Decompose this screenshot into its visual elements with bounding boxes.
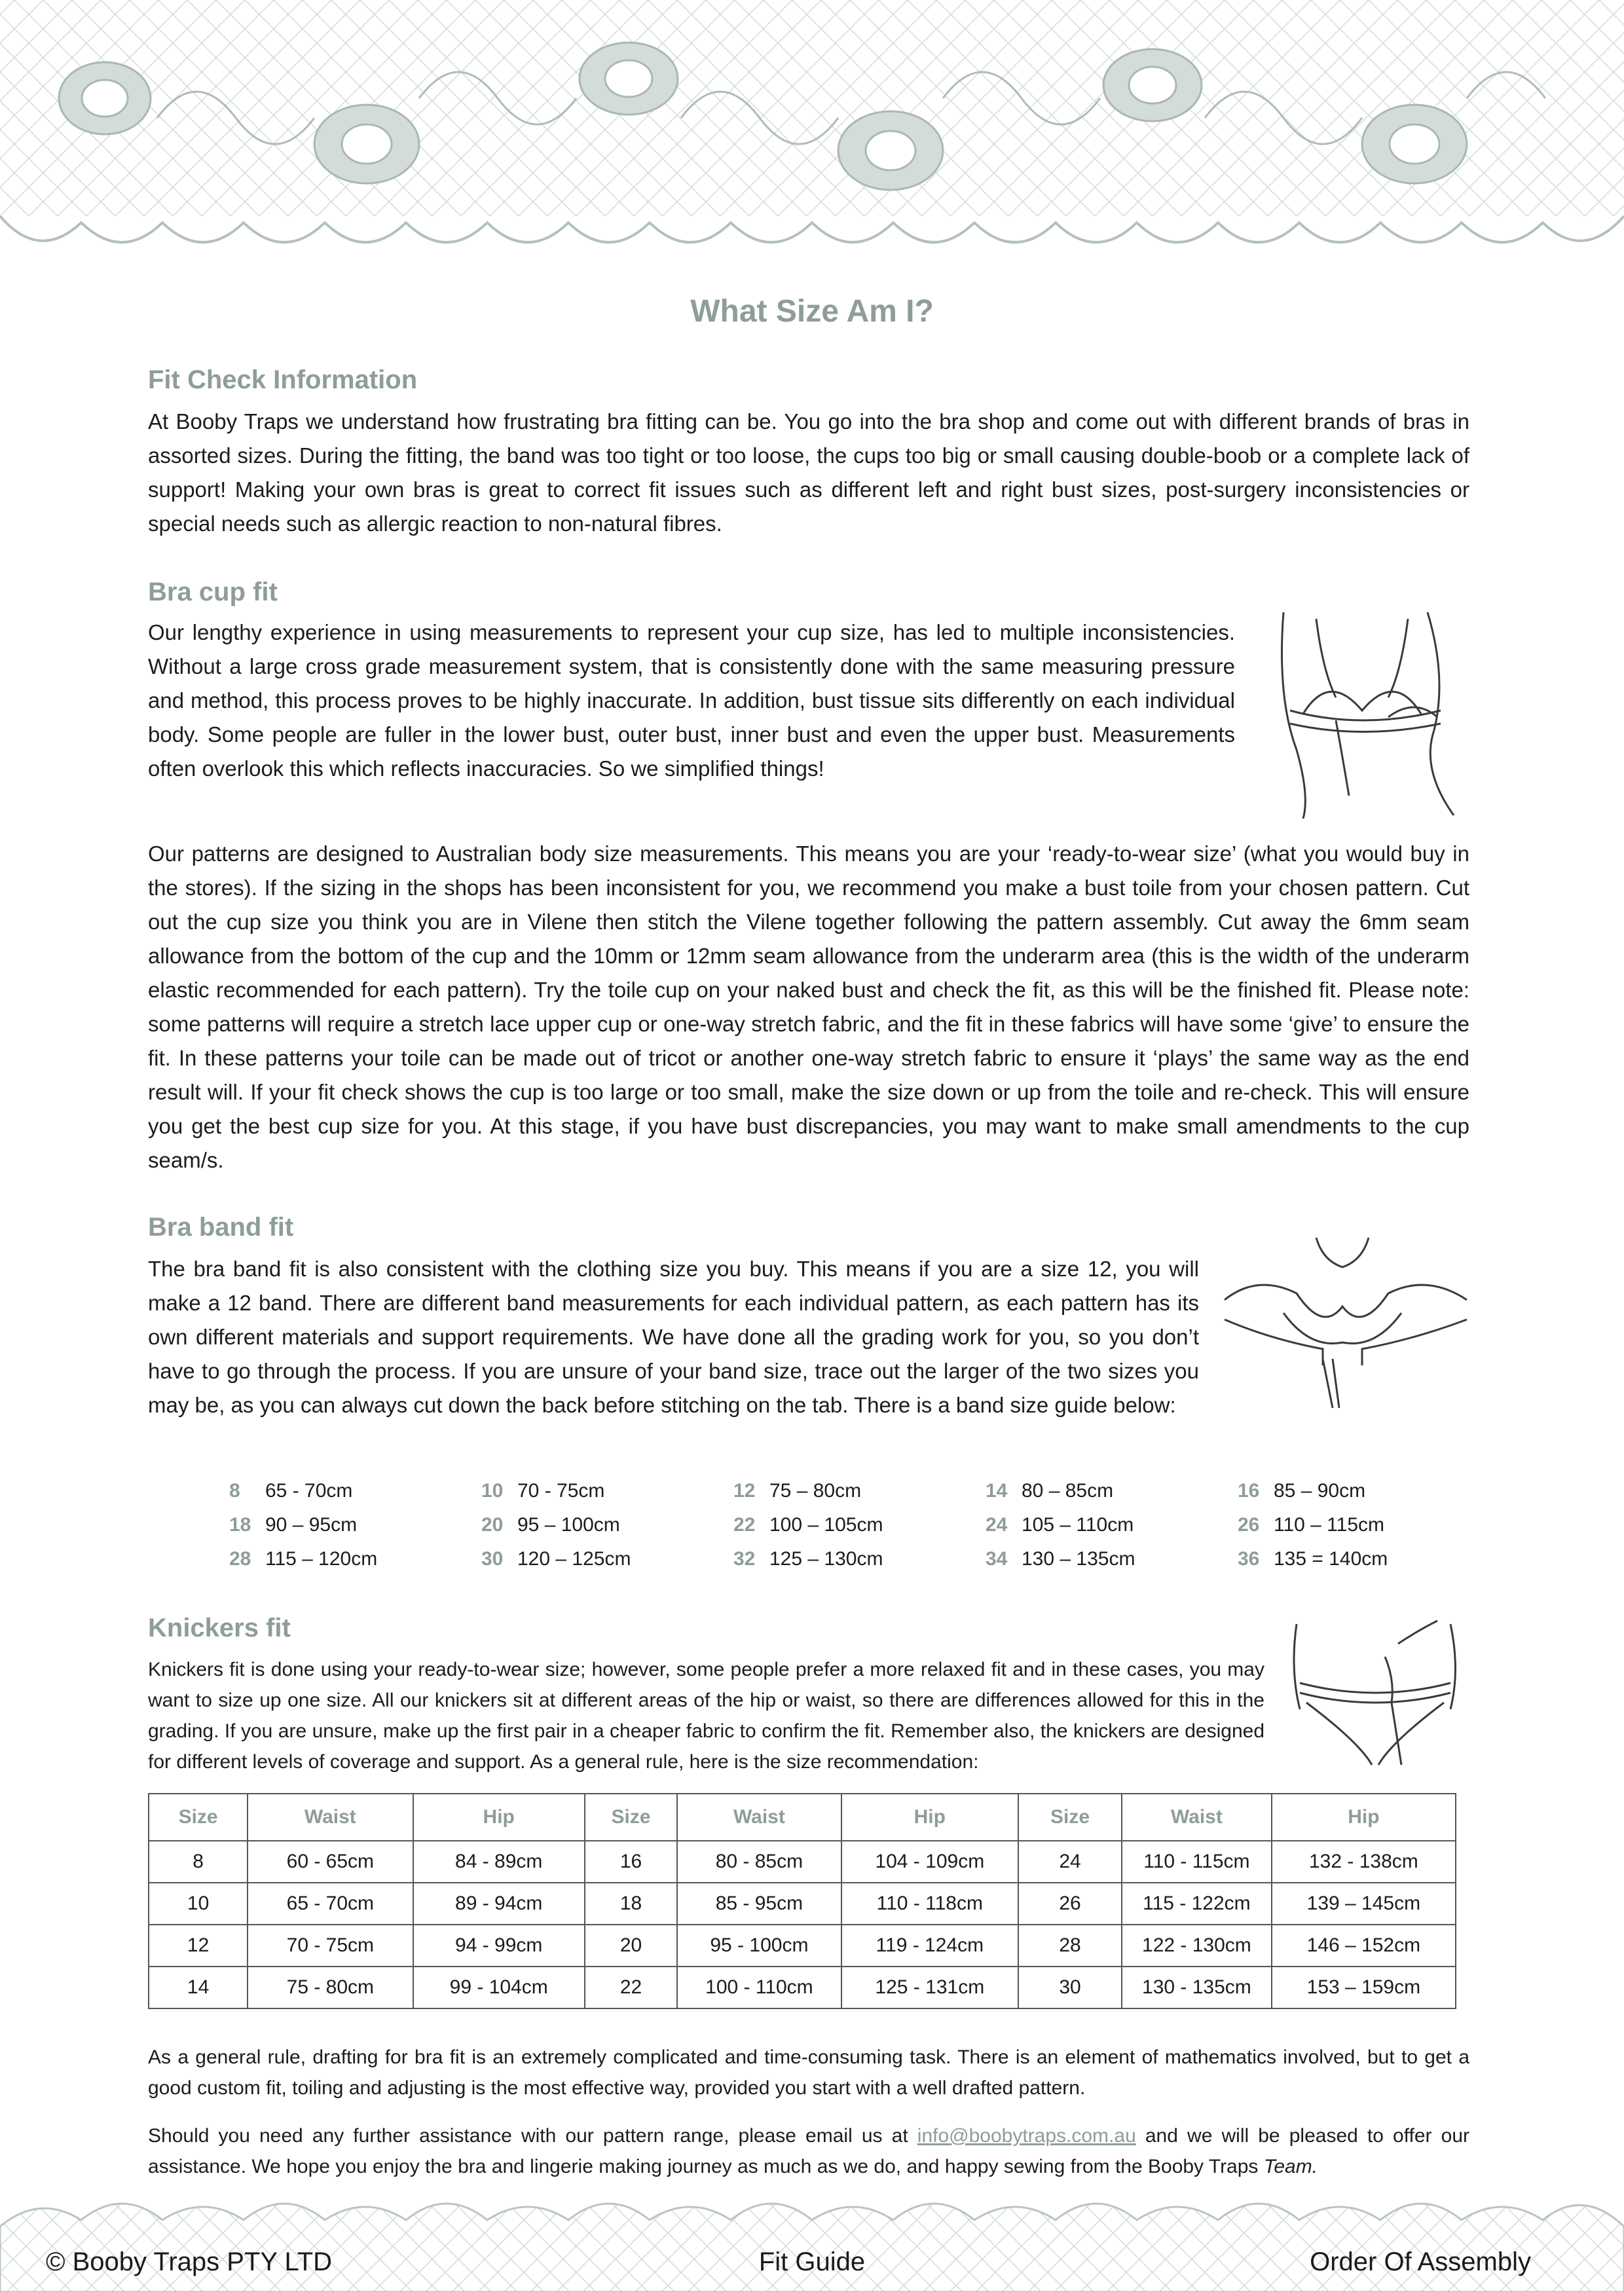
lace-header-decoration xyxy=(0,0,1624,262)
column-header: Waist xyxy=(248,1794,413,1841)
band-size-range: 90 – 95cm xyxy=(265,1514,358,1536)
table-row xyxy=(149,1883,1456,1925)
column-header: Size xyxy=(585,1794,677,1841)
band-size-number: 34 xyxy=(986,1548,1008,1570)
table-cell: 8 xyxy=(149,1841,248,1883)
band-size-number: 12 xyxy=(733,1480,756,1502)
band-size-number: 8 xyxy=(229,1480,240,1502)
hip-measuring-illustration xyxy=(1287,1617,1464,1768)
band-fit-heading: Bra band fit xyxy=(148,1213,294,1242)
band-size-item xyxy=(1238,1510,1490,1540)
band-size-number: 14 xyxy=(986,1480,1008,1502)
table-cell: 84 - 89cm xyxy=(413,1841,585,1883)
column-header: Waist xyxy=(677,1794,841,1841)
band-size-number: 20 xyxy=(481,1514,504,1536)
band-size-item xyxy=(986,1544,1238,1574)
table-cell: 22 xyxy=(585,1967,677,2008)
column-header: Size xyxy=(1018,1794,1122,1841)
band-size-item xyxy=(229,1544,481,1574)
band-size-number: 18 xyxy=(229,1514,251,1536)
band-size-range: 65 - 70cm xyxy=(265,1480,353,1502)
band-size-item xyxy=(481,1476,733,1506)
table-cell: 89 - 94cm xyxy=(413,1883,585,1925)
table-cell: 70 - 75cm xyxy=(248,1925,413,1967)
band-measuring-illustration xyxy=(1218,1234,1473,1411)
band-size-range: 95 – 100cm xyxy=(517,1514,620,1536)
table-cell: 24 xyxy=(1018,1841,1122,1883)
table-cell: 75 - 80cm xyxy=(248,1967,413,2008)
closing-paragraph-1: As a general rule, drafting for bra fit is an extremely complicated and time-consuming task. There is an element of mathematics involved, but to get a good custom fit, toiling and adjusting is the most effective way, provided you start with a well drafted pattern. xyxy=(148,2046,1469,2099)
table-row xyxy=(149,1925,1456,1967)
table-cell: 94 - 99cm xyxy=(413,1925,585,1967)
band-size-range: 85 – 90cm xyxy=(1274,1480,1366,1502)
band-size-item xyxy=(986,1476,1238,1506)
column-header: Hip xyxy=(413,1794,585,1841)
table-cell: 12 xyxy=(149,1925,248,1967)
band-size-item xyxy=(1238,1476,1490,1506)
band-size-number: 22 xyxy=(733,1514,756,1536)
column-header: Waist xyxy=(1122,1794,1272,1841)
column-header: Hip xyxy=(1272,1794,1456,1841)
band-size-number: 28 xyxy=(229,1548,251,1570)
table-cell: 80 - 85cm xyxy=(677,1841,841,1883)
page-title: What Size Am I? xyxy=(690,294,934,329)
table-cell: 26 xyxy=(1018,1883,1122,1925)
band-size-range: 120 – 125cm xyxy=(517,1548,631,1570)
bust-measuring-illustration xyxy=(1257,599,1473,822)
table-cell: 28 xyxy=(1018,1925,1122,1967)
table-cell: 95 - 100cm xyxy=(677,1925,841,1967)
band-size-item xyxy=(1238,1544,1490,1574)
closing-team-word: Team. xyxy=(1263,2156,1318,2177)
table-cell: 153 – 159cm xyxy=(1272,1967,1456,2008)
fit-check-paragraph: At Booby Traps we understand how frustrating bra fitting can be. You go into the bra shop and come out with different brands of bras in assorted sizes. During the fitting, the band was too tight or too loose, the cups too big or small causing double-boob or a complete lack of support! Making your own bras is great to correct fit issues such as different left and right bust sizes, post-surgery inconsistencies or special needs such as allergic reaction to non-natural fibres. xyxy=(148,409,1469,536)
band-size-number: 10 xyxy=(481,1480,504,1502)
band-size-number: 36 xyxy=(1238,1548,1260,1570)
column-header: Hip xyxy=(841,1794,1018,1841)
cup-fit-paragraph-1: Our lengthy experience in using measurements to represent your cup size, has led to multiple inconsistencies. Without a large cross grade measurement system, that is consistently done with the same measuring pressure and method, this process proves to be highly inaccurate. In addition, bust tissue sits differently on each individual body. Some people are fuller in the lower bust, outer bust, inner bust and even the upper bust. Measurements often overlook this which reflects inaccuracies. So we simplified things! xyxy=(148,620,1235,781)
cup-fit-heading: Bra cup fit xyxy=(148,578,278,606)
band-size-range: 80 – 85cm xyxy=(1022,1480,1114,1502)
band-size-range: 135 = 140cm xyxy=(1274,1548,1388,1570)
band-size-item xyxy=(733,1544,986,1574)
band-size-range: 75 – 80cm xyxy=(769,1480,862,1502)
table-row xyxy=(149,1841,1456,1883)
table-cell: 110 - 118cm xyxy=(841,1883,1018,1925)
table-cell: 146 – 152cm xyxy=(1272,1925,1456,1967)
knickers-fit-heading: Knickers fit xyxy=(148,1614,291,1642)
band-size-item xyxy=(733,1476,986,1506)
table-cell: 30 xyxy=(1018,1967,1122,2008)
table-cell: 115 - 122cm xyxy=(1122,1883,1272,1925)
column-header: Size xyxy=(149,1794,248,1841)
band-fit-paragraph: The bra band fit is also consistent with the clothing size you buy. This means if you are a size 12, you will make a 12 band. There are different band measurements for each individual pattern, as each pattern has its own different materials and support requirements. We have done all the grading work for you, so you don’t have to go through the process. If you are unsure of your band size, trace out the larger of the two sizes you may be, as you can always cut down the back before stitching on the tab. There is a band size guide below: xyxy=(148,1257,1199,1417)
band-size-range: 70 - 75cm xyxy=(517,1480,605,1502)
cup-fit-paragraph-2: Our patterns are designed to Australian body size measurements. This means you are your ‘ready-to-wear size’ (what you would buy in the stores). If the sizing in the shops has been inconsistent for you, we recommend you make a bust toile from your chosen pattern. Cut out the cup size you think you are in Vilene then stitch the Vilene together following the pattern assembly. Cut away the 6mm seam allowance from the bottom of the cup and the 10mm or 12mm seam allowance from the underarm area (this is the width of the underarm elastic recommended for each pattern). Try the toile cup on your naked bust and check the fit, as this will be the finished fit. Please note: some patterns will require a stretch lace upper cup or one-way stretch fabric, and the fit in these fabrics will have some ‘give’ to ensure the fit. In these patterns your toile can be made out of tricot or another one-way stretch fabric to ensure it ‘plays’ the same way as the end result will. If your fit check shows the cup is too large or too small, make the size down or up from the toile and re-check. This will ensure you get the best cup size for you. At this stage, if you have bust discrepancies, you may want to make small amendments to the cup seam/s. xyxy=(148,841,1469,1172)
table-cell: 65 - 70cm xyxy=(248,1883,413,1925)
table-cell: 85 - 95cm xyxy=(677,1883,841,1925)
band-size-range: 125 – 130cm xyxy=(769,1548,883,1570)
band-size-item xyxy=(733,1510,986,1540)
table-cell: 60 - 65cm xyxy=(248,1841,413,1883)
table-cell: 139 – 145cm xyxy=(1272,1883,1456,1925)
band-size-guide xyxy=(229,1476,1473,1574)
table-cell: 16 xyxy=(585,1841,677,1883)
band-size-item xyxy=(481,1510,733,1540)
closing-text-before-email: Should you need any further assistance with our pattern range, please email us at xyxy=(148,2125,917,2147)
contact-email-link[interactable]: info@boobytraps.com.au xyxy=(917,2125,1136,2147)
band-size-number: 16 xyxy=(1238,1480,1260,1502)
band-size-range: 130 – 135cm xyxy=(1022,1548,1135,1570)
table-cell: 130 - 135cm xyxy=(1122,1967,1272,2008)
table-cell: 119 - 124cm xyxy=(841,1925,1018,1967)
table-cell: 20 xyxy=(585,1925,677,1967)
table-cell: 99 - 104cm xyxy=(413,1967,585,2008)
closing-text-after-email: and we will be pleased to offer our assistance. We hope you enjoy the bra and lingerie making journey as much as we do, and happy sewing from the Booby Traps xyxy=(148,2125,1469,2177)
closing-paragraph-2 xyxy=(148,2120,1469,2182)
table-cell: 18 xyxy=(585,1883,677,1925)
knickers-size-table xyxy=(148,1793,1456,2009)
fit-check-heading: Fit Check Information xyxy=(148,365,418,394)
footer-copyright: © Booby Traps PTY LTD xyxy=(46,2247,333,2276)
table-header-row xyxy=(149,1794,1456,1841)
table-cell: 122 - 130cm xyxy=(1122,1925,1272,1967)
knickers-fit-paragraph: Knickers fit is done using your ready-to-wear size; however, some people prefer a more relaxed fit and in these cases, you may want to size up one size. All our knickers sit at different areas of the hip or waist, so there are differences allowed for this in the grading. If you are unsure, make up the first pair in a cheaper fabric to confirm the fit. Remember also, the knickers are designed for different levels of coverage and support. As a general rule, here is the size recommendation: xyxy=(148,1659,1264,1773)
band-size-item xyxy=(986,1510,1238,1540)
band-size-number: 26 xyxy=(1238,1514,1260,1536)
band-size-item xyxy=(229,1510,481,1540)
table-cell: 14 xyxy=(149,1967,248,2008)
band-size-range: 110 – 115cm xyxy=(1274,1514,1384,1536)
table-cell: 100 - 110cm xyxy=(677,1967,841,2008)
band-size-number: 24 xyxy=(986,1514,1008,1536)
band-size-range: 100 – 105cm xyxy=(769,1514,883,1536)
band-size-number: 30 xyxy=(481,1548,504,1570)
table-cell: 104 - 109cm xyxy=(841,1841,1018,1883)
band-size-number: 32 xyxy=(733,1548,756,1570)
band-size-item xyxy=(229,1476,481,1506)
band-size-range: 115 – 120cm xyxy=(265,1548,378,1570)
band-size-range: 105 – 110cm xyxy=(1022,1514,1134,1536)
table-cell: 125 - 131cm xyxy=(841,1967,1018,2008)
table-cell: 132 - 138cm xyxy=(1272,1841,1456,1883)
footer-section-label: Order Of Assembly xyxy=(1310,2247,1531,2276)
table-row xyxy=(149,1967,1456,2008)
band-size-item xyxy=(481,1544,733,1574)
table-cell: 110 - 115cm xyxy=(1122,1841,1272,1883)
footer-title: Fit Guide xyxy=(758,2247,866,2276)
table-cell: 10 xyxy=(149,1883,248,1925)
